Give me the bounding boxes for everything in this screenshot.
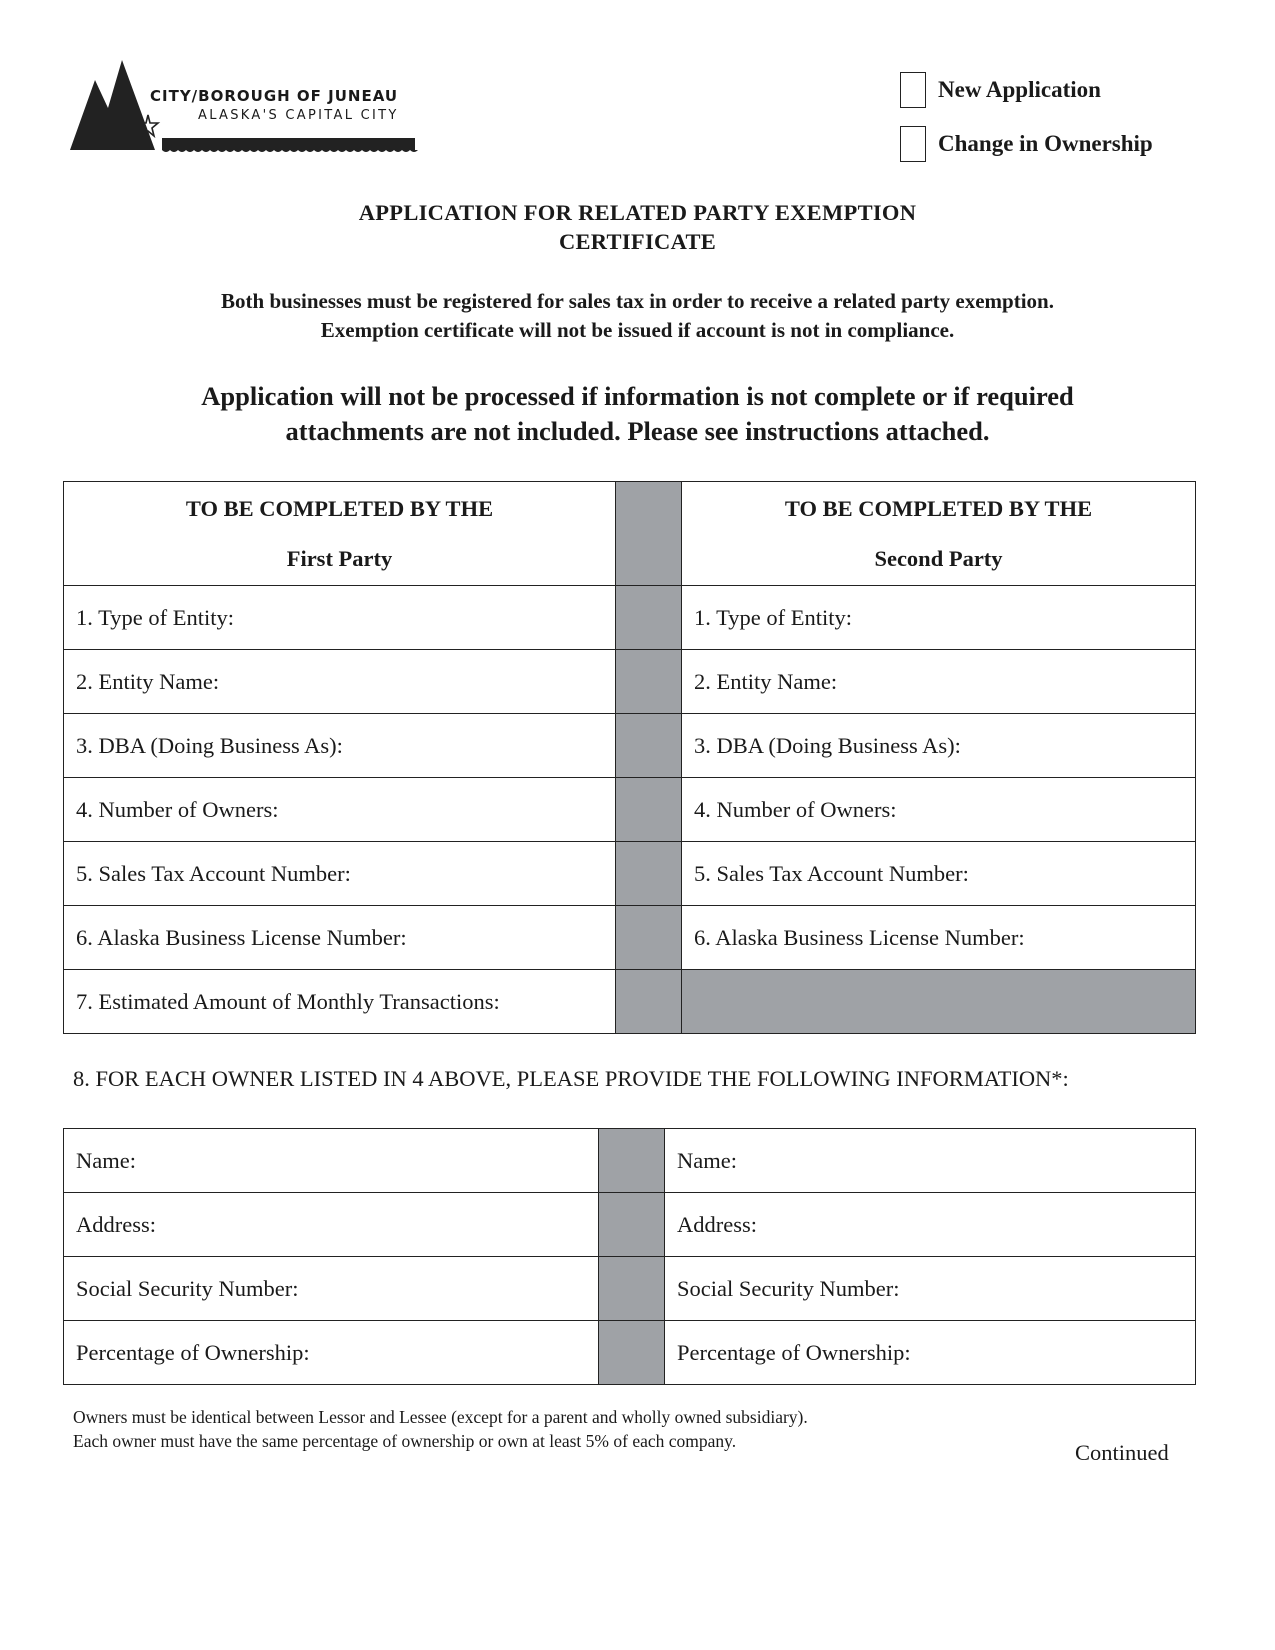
first-monthly-transactions-field[interactable]: 7. Estimated Amount of Monthly Transactions: bbox=[64, 970, 616, 1034]
logo-tagline: ALASKA'S CAPITAL CITY bbox=[198, 108, 399, 123]
first-owner-percentage-field[interactable]: Percentage of Ownership: bbox=[64, 1321, 599, 1385]
table-row bbox=[64, 1257, 1196, 1321]
divider-column bbox=[599, 1321, 665, 1385]
page-title bbox=[0, 198, 1275, 256]
title-line-1: APPLICATION FOR RELATED PARTY EXEMPTION bbox=[358, 200, 917, 225]
table-row bbox=[64, 778, 1196, 842]
second-owner-percentage-field[interactable]: Percentage of Ownership: bbox=[665, 1321, 1196, 1385]
footnote-line-1: Owners must be identical between Lessor and Lessee (except for a parent and wholly owned subsidiary). bbox=[73, 1407, 808, 1427]
first-party-header bbox=[64, 482, 616, 586]
table-row bbox=[64, 970, 1196, 1034]
new-application-label: New Application bbox=[938, 77, 1101, 102]
new-application-checkbox[interactable] bbox=[900, 72, 926, 108]
notice-line-2: Exemption certificate will not be issued if account is not in compliance. bbox=[320, 318, 955, 342]
second-party-header-line-1: TO BE COMPLETED BY THE bbox=[784, 495, 1093, 521]
change-ownership-option[interactable] bbox=[900, 126, 1153, 162]
section-8-heading: 8. FOR EACH OWNER LISTED IN 4 ABOVE, PLEASE PROVIDE THE FOLLOWING INFORMATION*: bbox=[73, 1066, 1069, 1091]
second-type-of-entity-field[interactable]: 1. Type of Entity: bbox=[682, 586, 1196, 650]
registration-notice bbox=[0, 287, 1275, 345]
second-owner-address-field[interactable]: Address: bbox=[665, 1193, 1196, 1257]
table-row bbox=[64, 842, 1196, 906]
table-row bbox=[64, 906, 1196, 970]
first-owner-ssn-field[interactable]: Social Security Number: bbox=[64, 1257, 599, 1321]
divider-column bbox=[616, 842, 682, 906]
table-row bbox=[64, 650, 1196, 714]
table-row bbox=[64, 1129, 1196, 1193]
table-row bbox=[64, 714, 1196, 778]
first-owner-name-field[interactable]: Name: bbox=[64, 1129, 599, 1193]
second-monthly-transactions-shaded bbox=[682, 970, 1196, 1034]
first-dba-field[interactable]: 3. DBA (Doing Business As): bbox=[64, 714, 616, 778]
divider-column bbox=[616, 906, 682, 970]
first-party-header-line-1: TO BE COMPLETED BY THE bbox=[185, 495, 494, 521]
first-party-header-line-2: First Party bbox=[286, 545, 393, 571]
first-type-of-entity-field[interactable]: 1. Type of Entity: bbox=[64, 586, 616, 650]
table-row bbox=[64, 1193, 1196, 1257]
warning-line-2: attachments are not included. Please see instructions attached. bbox=[285, 416, 990, 446]
divider-column bbox=[616, 482, 682, 586]
continued-label: Continued bbox=[1075, 1440, 1169, 1465]
second-party-header-line-2: Second Party bbox=[874, 545, 1003, 571]
divider-column bbox=[616, 650, 682, 714]
divider-column bbox=[616, 970, 682, 1034]
change-ownership-checkbox[interactable] bbox=[900, 126, 926, 162]
table-row bbox=[64, 1321, 1196, 1385]
second-owner-ssn-field[interactable]: Social Security Number: bbox=[665, 1257, 1196, 1321]
party-info-table bbox=[63, 481, 1196, 1034]
first-business-license-field[interactable]: 6. Alaska Business License Number: bbox=[64, 906, 616, 970]
owner-info-table bbox=[63, 1128, 1196, 1385]
first-number-of-owners-field[interactable]: 4. Number of Owners: bbox=[64, 778, 616, 842]
party-header-row bbox=[64, 482, 1196, 586]
second-dba-field[interactable]: 3. DBA (Doing Business As): bbox=[682, 714, 1196, 778]
warning-line-1: Application will not be processed if information is not complete or if required bbox=[201, 381, 1074, 411]
ownership-footnote bbox=[73, 1405, 808, 1453]
first-entity-name-field[interactable]: 2. Entity Name: bbox=[64, 650, 616, 714]
second-owner-name-field[interactable]: Name: bbox=[665, 1129, 1196, 1193]
second-sales-tax-account-field[interactable]: 5. Sales Tax Account Number: bbox=[682, 842, 1196, 906]
divider-column bbox=[616, 714, 682, 778]
change-ownership-label: Change in Ownership bbox=[938, 131, 1153, 156]
second-entity-name-field[interactable]: 2. Entity Name: bbox=[682, 650, 1196, 714]
title-line-2: CERTIFICATE bbox=[558, 229, 717, 254]
first-sales-tax-account-field[interactable]: 5. Sales Tax Account Number: bbox=[64, 842, 616, 906]
new-application-option[interactable] bbox=[900, 72, 1101, 108]
logo-city-name: CITY/BOROUGH OF JUNEAU bbox=[150, 87, 399, 105]
processing-warning bbox=[0, 379, 1275, 449]
divider-column bbox=[616, 586, 682, 650]
first-owner-address-field[interactable]: Address: bbox=[64, 1193, 599, 1257]
divider-column bbox=[616, 778, 682, 842]
second-party-header bbox=[682, 482, 1196, 586]
divider-column bbox=[599, 1193, 665, 1257]
divider-column bbox=[599, 1129, 665, 1193]
second-number-of-owners-field[interactable]: 4. Number of Owners: bbox=[682, 778, 1196, 842]
footnote-line-2: Each owner must have the same percentage of ownership or own at least 5% of each company. bbox=[73, 1431, 737, 1451]
divider-column bbox=[599, 1257, 665, 1321]
table-row bbox=[64, 586, 1196, 650]
notice-line-1: Both businesses must be registered for sales tax in order to receive a related party exemption. bbox=[221, 289, 1054, 313]
second-business-license-field[interactable]: 6. Alaska Business License Number: bbox=[682, 906, 1196, 970]
